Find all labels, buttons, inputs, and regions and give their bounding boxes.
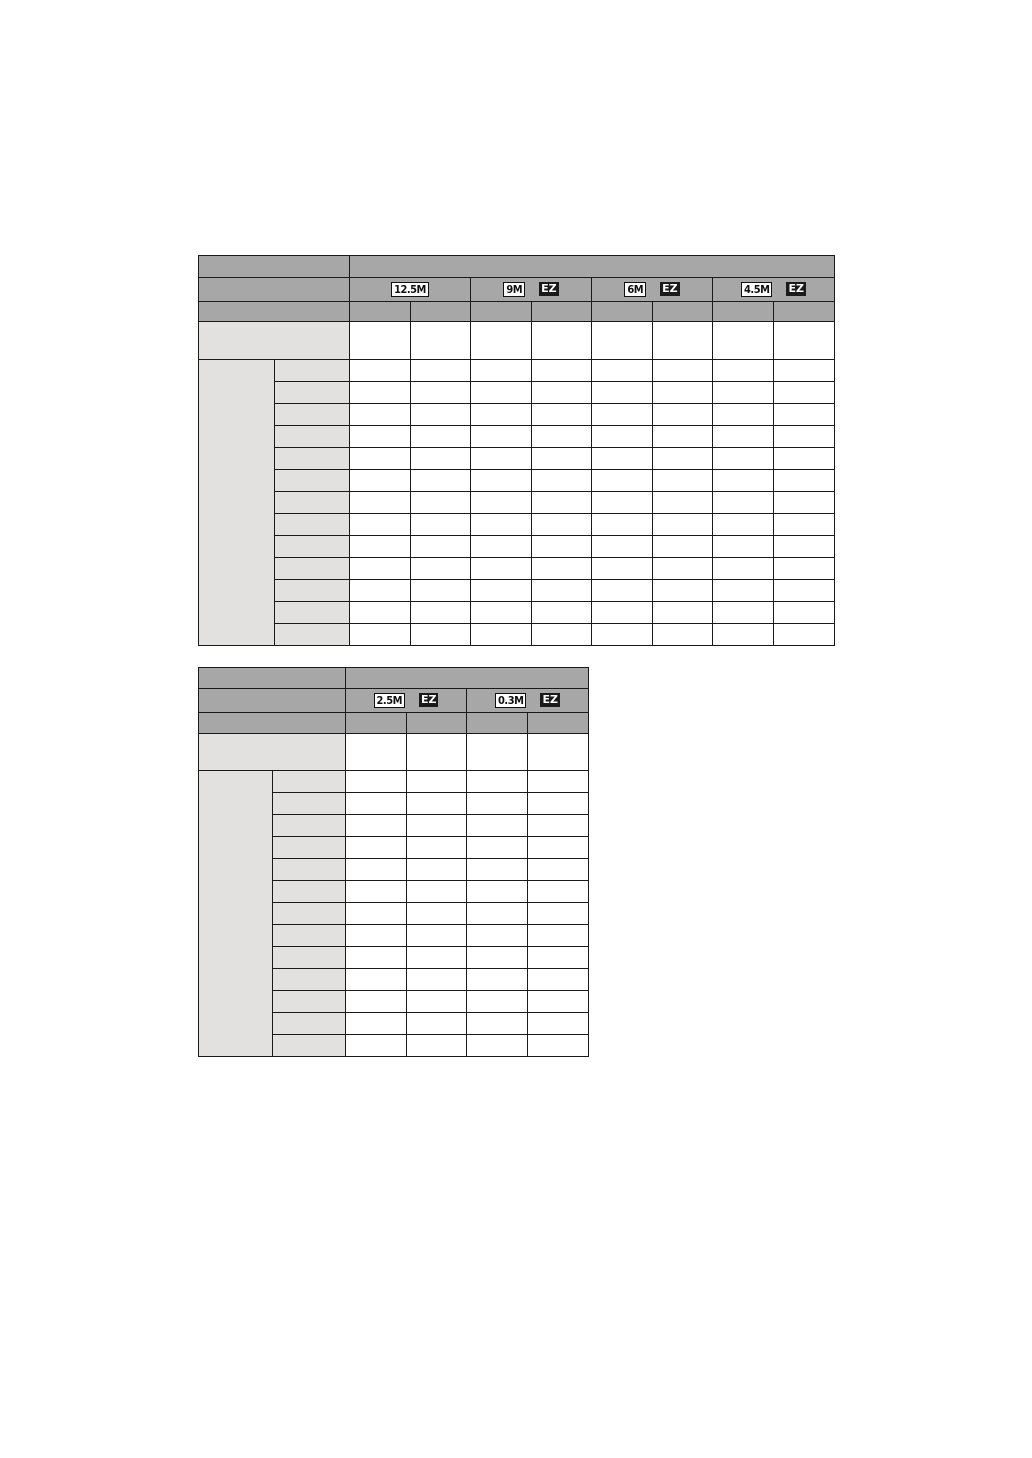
table-cell bbox=[653, 514, 713, 536]
table-cell bbox=[653, 624, 713, 646]
table-cell bbox=[346, 859, 407, 881]
table-cell bbox=[350, 602, 411, 624]
table-cell bbox=[411, 470, 471, 492]
table-cell bbox=[471, 580, 532, 602]
row-label-cell bbox=[273, 969, 346, 991]
table-cell bbox=[407, 947, 467, 969]
row-label-cell bbox=[275, 382, 350, 404]
table-cell bbox=[532, 580, 592, 602]
table-row bbox=[199, 492, 835, 514]
row-label-cell bbox=[275, 448, 350, 470]
row-label-cell bbox=[199, 734, 346, 771]
picture-size-cell bbox=[350, 278, 471, 302]
header-cell bbox=[653, 302, 713, 322]
table-cell bbox=[411, 360, 471, 382]
ez-zoom-icon: EZ bbox=[420, 693, 437, 707]
table-cell bbox=[467, 969, 528, 991]
table-cell bbox=[774, 536, 835, 558]
table-cell bbox=[346, 925, 407, 947]
table-cell bbox=[713, 426, 774, 448]
picture-size-icon: 4.5M bbox=[741, 282, 772, 297]
table-cell bbox=[467, 1013, 528, 1035]
picture-size-table-1 bbox=[198, 255, 835, 646]
table-cell bbox=[346, 1035, 407, 1057]
table-cell bbox=[774, 382, 835, 404]
table-cell bbox=[532, 404, 592, 426]
table-cell bbox=[346, 771, 407, 793]
info-row bbox=[199, 734, 589, 771]
header-cell bbox=[471, 302, 532, 322]
table-cell bbox=[411, 426, 471, 448]
table-cell bbox=[350, 382, 411, 404]
table-cell bbox=[713, 404, 774, 426]
picture-size-table-2 bbox=[198, 667, 589, 1057]
table-cell bbox=[346, 947, 407, 969]
table-cell bbox=[713, 470, 774, 492]
table-cell bbox=[350, 492, 411, 514]
table-cell bbox=[532, 514, 592, 536]
table-cell bbox=[528, 903, 589, 925]
table-cell bbox=[411, 536, 471, 558]
header-cell bbox=[411, 302, 471, 322]
table-row bbox=[199, 382, 835, 404]
table-cell bbox=[350, 558, 411, 580]
table-cell bbox=[471, 404, 532, 426]
table-cell bbox=[532, 492, 592, 514]
table-cell bbox=[592, 536, 653, 558]
table-cell bbox=[346, 903, 407, 925]
table-cell bbox=[774, 360, 835, 382]
table-row bbox=[199, 771, 589, 793]
table-cell bbox=[411, 448, 471, 470]
table-cell bbox=[713, 492, 774, 514]
table-row bbox=[199, 580, 835, 602]
table-cell bbox=[532, 382, 592, 404]
table-cell bbox=[467, 859, 528, 881]
row-label-cell bbox=[273, 1035, 346, 1057]
table-cell bbox=[471, 536, 532, 558]
header-cell bbox=[350, 256, 835, 278]
table-cell bbox=[774, 580, 835, 602]
row-label-cell bbox=[273, 859, 346, 881]
table-cell bbox=[350, 580, 411, 602]
table-cell bbox=[467, 881, 528, 903]
table-cell bbox=[471, 624, 532, 646]
table-cell bbox=[653, 360, 713, 382]
header-cell bbox=[199, 302, 350, 322]
group-label-cell bbox=[199, 771, 273, 1057]
header-row-1 bbox=[199, 256, 835, 278]
table-cell bbox=[471, 558, 532, 580]
table-cell bbox=[407, 881, 467, 903]
table-cell bbox=[528, 815, 589, 837]
picture-size-cell bbox=[467, 689, 589, 713]
table-cell bbox=[467, 837, 528, 859]
table-cell bbox=[346, 881, 407, 903]
row-label-cell bbox=[275, 470, 350, 492]
table-cell bbox=[653, 602, 713, 624]
table-cell bbox=[407, 1013, 467, 1035]
table-cell bbox=[592, 470, 653, 492]
table-cell bbox=[592, 514, 653, 536]
table-cell bbox=[653, 558, 713, 580]
row-label-cell bbox=[275, 558, 350, 580]
header-cell bbox=[199, 689, 346, 713]
table-cell bbox=[592, 580, 653, 602]
table-cell bbox=[528, 925, 589, 947]
table-cell bbox=[774, 624, 835, 646]
table-cell bbox=[532, 558, 592, 580]
table-cell bbox=[713, 558, 774, 580]
header-cell bbox=[199, 278, 350, 302]
table-cell bbox=[528, 793, 589, 815]
table-cell bbox=[471, 322, 532, 360]
table-cell bbox=[411, 580, 471, 602]
table-cell bbox=[471, 492, 532, 514]
table-cell bbox=[592, 448, 653, 470]
table-cell bbox=[592, 624, 653, 646]
row-label-cell bbox=[273, 991, 346, 1013]
table-cell bbox=[774, 426, 835, 448]
header-row-2 bbox=[199, 278, 835, 302]
row-label-cell bbox=[273, 947, 346, 969]
table-cell bbox=[350, 322, 411, 360]
table-cell bbox=[713, 602, 774, 624]
table-cell bbox=[411, 382, 471, 404]
table-cell bbox=[346, 991, 407, 1013]
header-cell bbox=[350, 302, 411, 322]
table-cell bbox=[528, 969, 589, 991]
table-cell bbox=[346, 815, 407, 837]
table-cell bbox=[532, 624, 592, 646]
table-cell bbox=[713, 624, 774, 646]
table-cell bbox=[407, 991, 467, 1013]
picture-size-icon: 0.3M bbox=[495, 693, 526, 708]
header-row-3 bbox=[199, 302, 835, 322]
row-label-cell bbox=[273, 1013, 346, 1035]
table-cell bbox=[407, 734, 467, 771]
table-cell bbox=[528, 1013, 589, 1035]
table-cell bbox=[467, 903, 528, 925]
table-cell bbox=[653, 404, 713, 426]
table-cell bbox=[467, 771, 528, 793]
row-label-cell bbox=[275, 602, 350, 624]
table-cell bbox=[774, 322, 835, 360]
table-cell bbox=[713, 360, 774, 382]
table-cell bbox=[532, 360, 592, 382]
table-cell bbox=[774, 514, 835, 536]
row-label-cell bbox=[275, 404, 350, 426]
table-cell bbox=[653, 448, 713, 470]
ez-zoom-icon: EZ bbox=[662, 282, 678, 296]
table-cell bbox=[407, 859, 467, 881]
header-cell bbox=[592, 302, 653, 322]
table-cell bbox=[713, 580, 774, 602]
table-cell bbox=[346, 969, 407, 991]
row-label-cell bbox=[275, 426, 350, 448]
table-cell bbox=[407, 771, 467, 793]
table-cell bbox=[407, 793, 467, 815]
table-cell bbox=[592, 404, 653, 426]
ez-zoom-icon: EZ bbox=[541, 282, 557, 296]
row-label-cell bbox=[273, 881, 346, 903]
table-cell bbox=[653, 492, 713, 514]
table-row bbox=[199, 602, 835, 624]
picture-size-cell bbox=[713, 278, 835, 302]
header-row-2 bbox=[199, 689, 589, 713]
row-label-cell bbox=[273, 815, 346, 837]
table-row bbox=[199, 448, 835, 470]
table-cell bbox=[346, 793, 407, 815]
table-cell bbox=[411, 404, 471, 426]
table-cell bbox=[653, 322, 713, 360]
picture-size-cell bbox=[592, 278, 713, 302]
table-cell bbox=[592, 558, 653, 580]
header-cell bbox=[346, 668, 589, 689]
header-row-1 bbox=[199, 668, 589, 689]
table-cell bbox=[592, 382, 653, 404]
table-cell bbox=[774, 404, 835, 426]
table-cell bbox=[653, 580, 713, 602]
row-label-cell bbox=[273, 837, 346, 859]
table-cell bbox=[532, 470, 592, 492]
table-cell bbox=[471, 448, 532, 470]
table-cell bbox=[471, 470, 532, 492]
table-cell bbox=[532, 536, 592, 558]
row-label-cell bbox=[199, 322, 350, 360]
table-cell bbox=[471, 514, 532, 536]
table-cell bbox=[346, 1013, 407, 1035]
row-label-cell bbox=[273, 925, 346, 947]
header-cell bbox=[407, 713, 467, 734]
picture-size-icon: 2.5M bbox=[374, 693, 405, 708]
table-cell bbox=[713, 322, 774, 360]
table-cell bbox=[467, 925, 528, 947]
table-cell bbox=[467, 815, 528, 837]
table-cell bbox=[774, 602, 835, 624]
table-cell bbox=[532, 602, 592, 624]
table-cell bbox=[471, 360, 532, 382]
table-cell bbox=[471, 426, 532, 448]
row-label-cell bbox=[273, 793, 346, 815]
table-cell bbox=[467, 734, 528, 771]
picture-size-icon: 12.5M bbox=[391, 282, 429, 297]
table-cell bbox=[528, 881, 589, 903]
row-label-cell bbox=[275, 360, 350, 382]
table-cell bbox=[653, 470, 713, 492]
row-label-cell bbox=[273, 771, 346, 793]
header-cell bbox=[199, 668, 346, 689]
table-row bbox=[199, 514, 835, 536]
table-cell bbox=[350, 536, 411, 558]
table-cell bbox=[528, 859, 589, 881]
table-cell bbox=[528, 734, 589, 771]
table-row bbox=[199, 558, 835, 580]
table-cell bbox=[592, 602, 653, 624]
table-row bbox=[199, 470, 835, 492]
table-cell bbox=[350, 404, 411, 426]
table-cell bbox=[411, 624, 471, 646]
header-cell bbox=[774, 302, 835, 322]
table-cell bbox=[532, 426, 592, 448]
header-cell bbox=[199, 256, 350, 278]
group-label-cell bbox=[199, 360, 275, 646]
table-cell bbox=[528, 771, 589, 793]
table-cell bbox=[774, 558, 835, 580]
row-label-cell bbox=[273, 903, 346, 925]
table-cell bbox=[350, 470, 411, 492]
table-cell bbox=[407, 969, 467, 991]
table-cell bbox=[411, 514, 471, 536]
table-row bbox=[199, 404, 835, 426]
table-cell bbox=[528, 991, 589, 1013]
table-cell bbox=[411, 492, 471, 514]
table-row bbox=[199, 360, 835, 382]
table-cell bbox=[407, 925, 467, 947]
table-cell bbox=[774, 448, 835, 470]
table-cell bbox=[592, 322, 653, 360]
row-label-cell bbox=[275, 624, 350, 646]
table-cell bbox=[592, 492, 653, 514]
table-cell bbox=[411, 602, 471, 624]
table-cell bbox=[528, 1035, 589, 1057]
table-row bbox=[199, 426, 835, 448]
info-row bbox=[199, 322, 835, 360]
row-label-cell bbox=[275, 536, 350, 558]
table-cell bbox=[407, 815, 467, 837]
header-cell bbox=[713, 302, 774, 322]
header-cell bbox=[346, 713, 407, 734]
table-cell bbox=[350, 448, 411, 470]
table-cell bbox=[467, 1035, 528, 1057]
table-cell bbox=[407, 837, 467, 859]
table-cell bbox=[471, 382, 532, 404]
table-cell bbox=[350, 360, 411, 382]
table-cell bbox=[528, 837, 589, 859]
table-cell bbox=[774, 492, 835, 514]
table-cell bbox=[467, 793, 528, 815]
ez-zoom-icon: EZ bbox=[542, 693, 558, 707]
picture-size-icon: 6M bbox=[624, 282, 646, 297]
picture-size-cell bbox=[346, 689, 467, 713]
table-cell bbox=[713, 536, 774, 558]
row-label-cell bbox=[275, 514, 350, 536]
table-cell bbox=[653, 536, 713, 558]
header-cell bbox=[467, 713, 528, 734]
table-cell bbox=[411, 322, 471, 360]
table-cell bbox=[653, 426, 713, 448]
row-label-cell bbox=[275, 580, 350, 602]
picture-size-icon: 9M bbox=[503, 282, 525, 297]
table-cell bbox=[528, 947, 589, 969]
header-cell bbox=[528, 713, 589, 734]
table-cell bbox=[346, 837, 407, 859]
ez-zoom-icon: EZ bbox=[788, 282, 804, 296]
row-label-cell bbox=[275, 492, 350, 514]
header-cell bbox=[199, 713, 346, 734]
table-cell bbox=[407, 1035, 467, 1057]
header-cell bbox=[532, 302, 592, 322]
table-cell bbox=[532, 448, 592, 470]
table-cell bbox=[350, 426, 411, 448]
table-cell bbox=[467, 947, 528, 969]
table-cell bbox=[532, 322, 592, 360]
table-cell bbox=[346, 734, 407, 771]
table-cell bbox=[350, 624, 411, 646]
table-cell bbox=[471, 602, 532, 624]
picture-size-cell bbox=[471, 278, 592, 302]
table-row bbox=[199, 624, 835, 646]
table-cell bbox=[713, 448, 774, 470]
table-cell bbox=[350, 514, 411, 536]
table-cell bbox=[653, 382, 713, 404]
table-cell bbox=[411, 558, 471, 580]
table-row bbox=[199, 536, 835, 558]
table-cell bbox=[713, 514, 774, 536]
table-cell bbox=[407, 903, 467, 925]
table-cell bbox=[592, 360, 653, 382]
table-cell bbox=[713, 382, 774, 404]
header-row-3 bbox=[199, 713, 589, 734]
table-cell bbox=[467, 991, 528, 1013]
table-cell bbox=[774, 470, 835, 492]
table-cell bbox=[592, 426, 653, 448]
